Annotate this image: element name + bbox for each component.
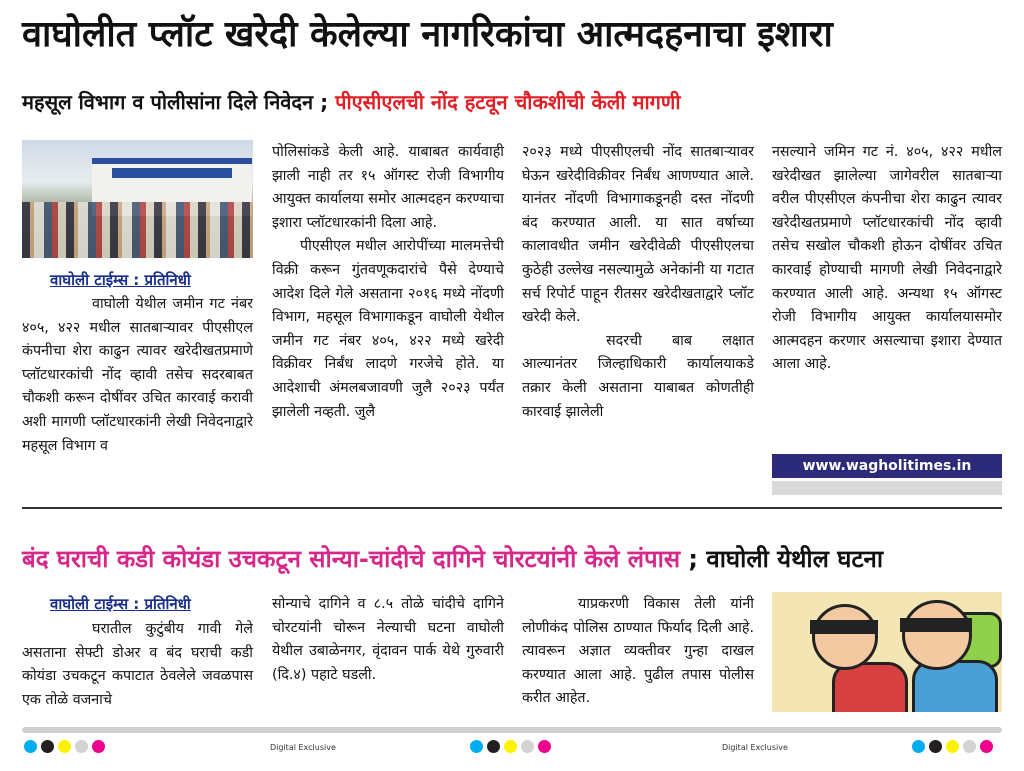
swatch xyxy=(75,740,88,753)
paragraph: २०२३ मध्ये पीएसीएलची नोंद सातबाऱ्यावर घेऊन खरेदीविक्रीवर निर्बंध आणण्यात आले. यानंतर नोंदणी विभागाकडूनही दस्त नोंदणी बंद करण्यात आली. या सात वर्षाच्या कालावधीत जमीन खरेदीवेळी पीएसीएलचा कुठेही उल्लेख नसल्यामुळे अनेकांनी या गटात सर्च रिपोर्ट पाहून रीतसर खरेदीखताद्वारे प्लॉट खरेदी केले. xyxy=(522,144,754,326)
article-subheadline xyxy=(22,88,1012,115)
swatch xyxy=(538,740,551,753)
swatch xyxy=(92,740,105,753)
photo-group-people xyxy=(22,202,253,258)
swatch xyxy=(912,740,925,753)
paragraph: घरातील कुटुंबीय गावी गेले असताना सेफ्टी डोअर व बंद घराची कडी कोयंडा उचकटून कपाटात ठेवलेले जवळपास एक तोळे वजनाचे xyxy=(22,621,253,708)
swatch xyxy=(980,740,993,753)
footer-label-right: Digital Exclusive xyxy=(722,743,788,752)
swatch xyxy=(521,740,534,753)
byline-text: वाघोली टाईम्स : प्रतिनिधी xyxy=(50,271,191,289)
grey-bar xyxy=(772,481,1002,495)
cartoon-thief-mask xyxy=(900,618,972,632)
article1-column-3 xyxy=(522,141,754,424)
footer-label-left: Digital Exclusive xyxy=(270,743,336,752)
swatch xyxy=(504,740,517,753)
byline-text: वाघोली टाईम्स : प्रतिनिधी xyxy=(50,595,191,613)
footer-rule xyxy=(22,727,1002,733)
byline-2 xyxy=(50,594,191,614)
paragraph: नसल्याने जमिन गट नं. ४०५, ४२२ मधील खरेदीखत झालेल्या जागेवरील सातबाऱ्या वरील पीएसीएल कंपनीचा शेरा काढुन त्यावर खरेदीखतप्रमाणे प्लॉटधारकांची नोंद व्हावी तसेच सखोल चौकशी होऊन दोषींवर उचित कारवाई होण्याची मागणी लेखी निवेदनाद्वारे करण्यात आली आहे. अन्यथा १५ ऑगस्ट रोजी विभागीय आयुक्त कार्यालयासमोर आत्मदहन करणार असल्याचा इशारा देण्यात आला आहे. xyxy=(772,144,1002,373)
cartoon-thief-head xyxy=(902,600,972,670)
swatch xyxy=(470,740,483,753)
article-headline: वाघोलीत प्लॉट खरेदी केलेल्या नागरिकांचा आत्मदहनाचा इशारा xyxy=(22,14,833,55)
headline2-black-text: ; वाघोली येथील घटना xyxy=(680,545,884,573)
paragraph: पोलिसांकडे केली आहे. याबाबत कार्यवाही झाली नाही तर १५ ऑगस्ट रोजी विभागीय आयुक्त कार्यालया समोर आत्मदहन करण्याचा इशारा प्लॉटधारकांनी दिला आहे. xyxy=(272,144,504,231)
swatch xyxy=(24,740,37,753)
website-link[interactable]: www.wagholitimes.in xyxy=(772,454,1002,478)
article1-column-2 xyxy=(272,141,504,424)
color-swatches-left xyxy=(24,740,105,754)
paragraph: सोन्याचे दागिने व ८.५ तोळे चांदीचे दागिने चोरटयांनी चोरून नेल्याची घटना वाघोली येथील उबाळेनगर, वृंदावन पार्क येथे गुरुवारी (दि.४) पहाटे घडली. xyxy=(272,596,504,683)
news-photo xyxy=(22,140,253,258)
byline xyxy=(50,270,191,290)
swatch xyxy=(929,740,942,753)
headline2-pink-text: बंद घराची कडी कोयंडा उचकटून सोन्या-चांदीचे दागिने चोरटयांनी केले लंपास xyxy=(22,545,681,573)
article2-column-1 xyxy=(22,618,253,712)
article1-column-4 xyxy=(772,141,1002,377)
photo-sign xyxy=(112,168,232,178)
article2-column-3 xyxy=(522,593,754,711)
article1-column-1 xyxy=(22,293,253,458)
article2-column-2 xyxy=(272,593,504,687)
thieves-cartoon xyxy=(772,592,1002,712)
subhead-red-text: पीएसीएलची नोंद हटवून चौकशीची केली मागणी xyxy=(335,90,681,114)
article2-headline xyxy=(22,542,1002,575)
swatch xyxy=(963,740,976,753)
paragraph: पीएसीएल मधील आरोपींच्या मालमत्तेची विक्री करून गुंतवणूकदारांचे पैसे देण्याचे आदेश दिले गेले असताना २०१६ मध्ये नोंदणी विभाग, महसूल विभागाकडून वाघोली येथील जमीन गट नंबर ४०५, ४२२ मध्ये खरेदी विक्रीवर निर्बंध लादणे गरजेचे होते. या आदेशाची अंमलबजावणी जुलै २०२३ पर्यंत झालेली नव्हती. जुलै xyxy=(272,238,504,420)
subhead-black-text: महसूल विभाग व पोलीसांना दिले निवेदन ; xyxy=(22,90,329,114)
paragraph: वाघोली येथील जमीन गट नंबर ४०५, ४२२ मधील सातबाऱ्यावर पीएसीएल कंपनीचा शेरा काढुन त्यावर खरेदीखतप्रमाणे प्लॉटधारकांची नोंद व्हावी तसेच सदरबाबत चौकशी करून दोषींवर उचित कारवाई करावी अशी मागणी प्लॉटधारकांनी लेखी निवेदनाद्वारे महसूल विभाग व xyxy=(22,296,253,454)
swatch xyxy=(41,740,54,753)
paragraph: सदरची बाब लक्षात आल्यानंतर जिल्हाधिकारी कार्यालयाकडे तक्रार केली असताना याबाबत कोणतीही कारवाई झालेली xyxy=(522,332,754,420)
cartoon-thief-head xyxy=(812,604,878,670)
color-swatches-center xyxy=(470,740,551,754)
swatch xyxy=(58,740,71,753)
cartoon-thief-mask xyxy=(810,620,878,634)
color-swatches-right xyxy=(912,740,993,754)
section-divider xyxy=(22,507,1002,509)
swatch xyxy=(946,740,959,753)
paragraph: याप्रकरणी विकास तेली यांनी लोणीकंद पोलिस ठाण्यात फिर्याद दिली आहे. त्यावरून अज्ञात व्यक्तीवर गुन्हा दाखल करण्यात आला आहे. पुढील तपास पोलीस करीत आहेत. xyxy=(522,596,754,707)
swatch xyxy=(487,740,500,753)
